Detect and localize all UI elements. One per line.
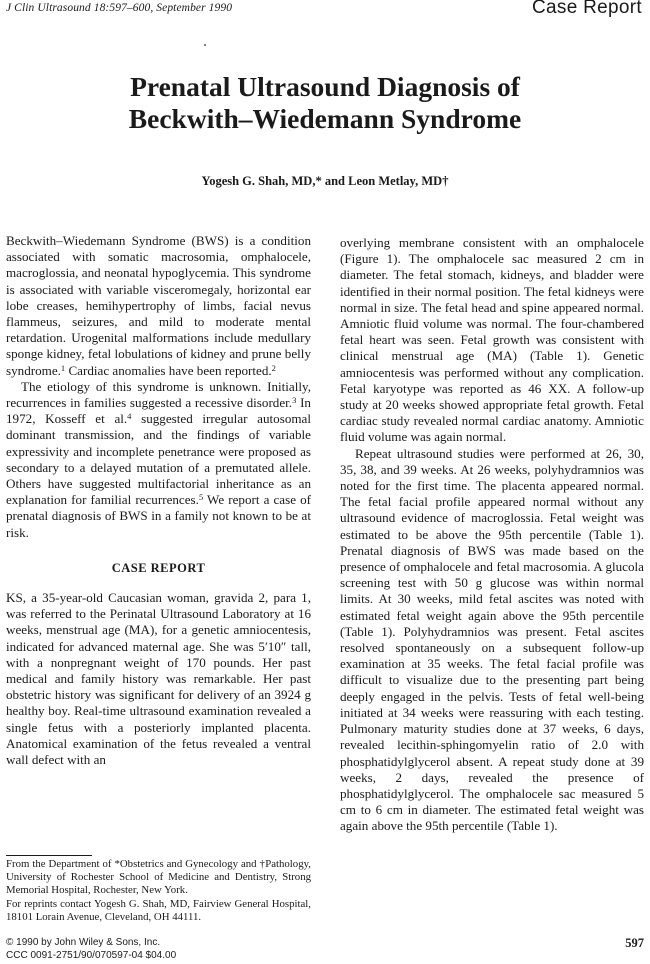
copyright-line: © 1990 by John Wiley & Sons, Inc. bbox=[6, 937, 161, 948]
citation-ref: 1 bbox=[60, 362, 66, 373]
case-paragraph-1: KS, a 35-year-old Caucasian woman, gravida 2, para 1, was referred to the Perinatal Ultrasound Laboratory at 16 weeks, menstrual age (MA), for a genetic amniocentesis, indicated for advanced maternal age. She was 5′10″ tall, with a nonpregnant weight of 170 pounds. Her past medical and family history was remarkable. Her past obstetric history was significant for delivery of an 3924 g healthy boy. Real-time ultrasound examination revealed a single fetus with a posteriorly implanted placenta. Anatomical examination of the fetus revealed a ventral wall defect with an bbox=[6, 590, 311, 768]
footnote-reprints: For reprints contact Yogesh G. Shah, MD, Fairview General Hospital, 18101 Lorain Avenue, Cleveland, OH 44111. bbox=[6, 897, 311, 923]
citation-ref: 2 bbox=[271, 362, 276, 373]
footnote-divider bbox=[6, 855, 92, 856]
article-title bbox=[0, 71, 650, 135]
ccc-line: CCC 0091-2751/90/070597-04 $04.00 bbox=[6, 949, 177, 961]
stray-mark bbox=[204, 44, 206, 46]
section-heading-case-report: CASE REPORT bbox=[111, 560, 206, 575]
citation-ref: 3 bbox=[292, 395, 297, 406]
author-list: Yogesh G. Shah, MD,* and Leon Metlay, MD† bbox=[201, 174, 449, 188]
title-line-1: Prenatal Ultrasound Diagnosis of bbox=[130, 71, 520, 102]
citation-ref: 4 bbox=[127, 411, 132, 422]
footnote-affiliation: From the Department of *Obstetrics and Gynecology and †Pathology, University of Rochester School of Medicine and Dentistry, Strong Memorial Hospital, Rochester, New York. bbox=[6, 858, 311, 897]
title-line-2: Beckwith–Wiedemann Syndrome bbox=[128, 103, 522, 134]
footnote bbox=[6, 858, 311, 924]
case-paragraph-2: overlying membrane consistent with an omphalocele (Figure 1). The omphalocele sac measured 2 cm in diameter. The fetal stomach, kidneys, and bladder were identified in their normal position. The fetal kidneys were normal in size. The fetal head and spine appeared normal. Amniotic fluid volume was normal. The four-chambered fetal heart was seen. Fetal growth was consistent with clinical menstrual age (MA) (Table 1). Genetic amniocentesis was performed without any complication. Fetal karyotype was reported as 46 XX. A follow-up study at 20 weeks showed appropriate fetal growth. Fetal cardiac study revealed normal cardiac anatomy. Amniotic fluid volume was again normal. bbox=[340, 235, 644, 445]
left-column bbox=[6, 233, 311, 768]
citation-ref: 5 bbox=[198, 492, 204, 503]
case-paragraph-3: Repeat ultrasound studies were performed at 26, 30, 35, 38, and 39 weeks. At 26 weeks, polyhydramnios was noted for the first time. The placenta appeared normal. The fetal facial profile appeared normal without any ultrasound evidence of macroglossia. Fetal weight was estimated to be above the 95th percentile (Table 1). Prenatal diagnosis of BWS was made based on the presence of omphalocele and fetal macrosomia. A glucola screening test with 50 g glucose was within normal limits. At 30 weeks, mild fetal ascites was noted with estimated fetal weight again above the 95th percentile (Table 1). Polyhydramnios was present. Fetal ascites resolved spontaneously on a subsequent follow-up examination at 35 weeks. The fetal facial profile was difficult to visualize due to the presenting part being deeply engaged in the pelvis. Tests of fetal well-being initiated at 34 weeks were reassuring with each testing. Pulmonary maturity studies done at 37 weeks, 6 days, revealed lecithin-sphingomyelin ratio of 2.0 with phosphatidylglycerol absent. A repeat study done at 39 weeks, 2 days, revealed the presence of phosphatidylglycerol. The omphalocele sac measured 5 cm to 6 cm in diameter. The estimated fetal weight was again above the 95th percentile (Table 1). bbox=[340, 445, 644, 834]
copyright-block bbox=[6, 937, 176, 962]
section-label: Case Report bbox=[532, 0, 642, 18]
intro-paragraph-1: Beckwith–Wiedemann Syndrome (BWS) is a condition associated with somatic macrosomia, omphalocele, macroglossia, and neonatal hypoglycemia. This syndrome is associated with variable visceromegaly, horizontal ear lobe creases, hemihypertrophy of limbs, facial nevus flammeus, seizures, and mild to moderate mental retardation. Urogenital malformations include medullary sponge kidney, fetal lobulations of kidney and prune belly syndrome.$^1$ Cardiac anomalies have been reported.$^2$ bbox=[6, 233, 311, 378]
intro-paragraph-2: The etiology of this syndrome is unknown. Initially, recurrences in families suggested a recessive disorder.$^3$ In 1972, Kosseff et al.$^4$ suggested irregular autosomal dominant transmission, and the findings of variable expressivity and incomplete penetrance were proposed as secondary to a delayed mutation of a premutated allele. Others have suggested multifactorial inheritance as an explanation for familial recurrences.$^5$ We report a case of prenatal diagnosis of BWS in a family not known to be at risk. bbox=[6, 378, 312, 540]
right-column bbox=[340, 235, 644, 835]
journal-citation: J Clin Ultrasound 18:597–600, September 1990 bbox=[6, 2, 233, 14]
page-number: 597 bbox=[625, 936, 644, 950]
